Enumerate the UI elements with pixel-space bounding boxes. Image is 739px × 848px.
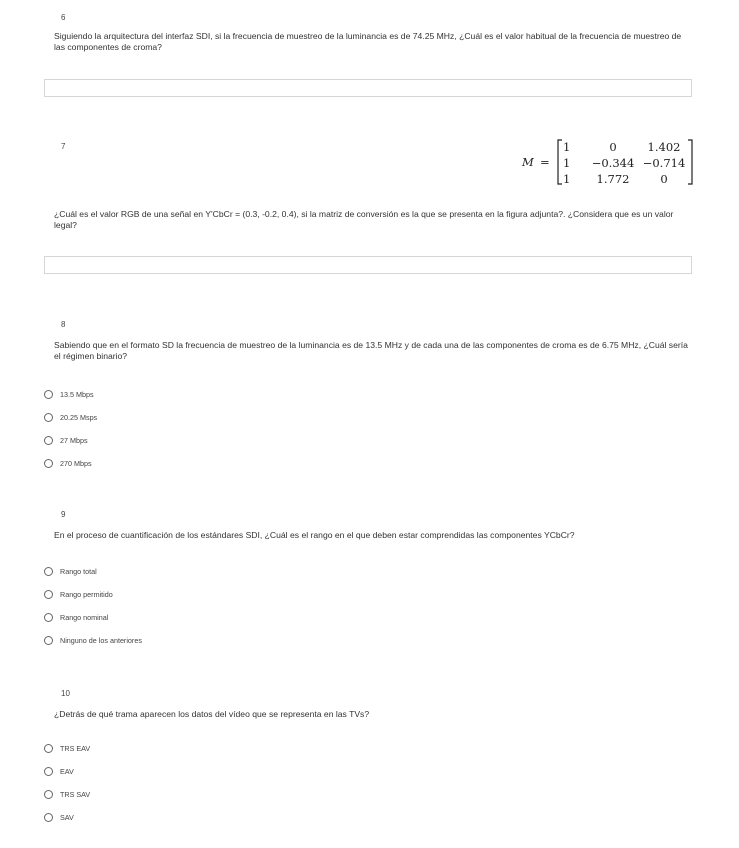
matrix-cell: 1 bbox=[563, 156, 571, 170]
option-270-mbps[interactable] bbox=[44, 457, 92, 469]
matrix-right-bracket bbox=[688, 140, 692, 184]
matrix-label: M bbox=[522, 155, 534, 169]
matrix-cell: 0 bbox=[660, 172, 668, 186]
option-label: 13.5 Mbps bbox=[60, 389, 94, 399]
option-trs-eav[interactable] bbox=[44, 742, 90, 754]
option-label: Rango permitido bbox=[60, 589, 113, 599]
radio-button[interactable] bbox=[44, 390, 53, 399]
option-label: SAV bbox=[60, 812, 74, 822]
matrix-equals: = bbox=[540, 155, 550, 169]
option-label: Ninguno de los anteriores bbox=[60, 635, 142, 645]
option-20-25-msps[interactable] bbox=[44, 411, 97, 423]
radio-button[interactable] bbox=[44, 767, 53, 776]
option-label: 270 Mbps bbox=[60, 458, 92, 468]
question-number: 9 bbox=[61, 510, 66, 519]
radio-button[interactable] bbox=[44, 459, 53, 468]
option-eav[interactable] bbox=[44, 765, 74, 777]
option-label: 20.25 Msps bbox=[60, 412, 98, 422]
question-text: En el proceso de cuantificación de los estándares SDI, ¿Cuál es el rango en el que deben estar comprendidas las componentes YCbCr? bbox=[54, 530, 575, 540]
option-rango-total[interactable] bbox=[44, 565, 97, 577]
matrix-cell: 1.772 bbox=[596, 172, 630, 186]
option-label: TRS EAV bbox=[60, 743, 91, 753]
question-number: 10 bbox=[61, 689, 70, 698]
question-text: Siguiendo la arquitectura del interfaz SDI, si la frecuencia de muestreo de la luminancia es de 74.25 MHz, ¿Cuál es el valor habitual de la frecuencia de muestreo de las componentes de croma? bbox=[54, 31, 682, 52]
radio-button[interactable] bbox=[44, 436, 53, 445]
option-rango-nominal[interactable] bbox=[44, 611, 108, 623]
conversion-matrix bbox=[518, 138, 694, 186]
option-label: EAV bbox=[60, 766, 74, 776]
option-label: 27 Mbps bbox=[60, 435, 88, 445]
matrix-cell: 0 bbox=[609, 140, 617, 154]
question-number: 6 bbox=[61, 13, 66, 22]
option-27-mbps[interactable] bbox=[44, 434, 88, 446]
question-text: ¿Cuál es el valor RGB de una señal en Y'CbCr = (0.3, -0.2, 0.4), si la matriz de conversión es la que se presenta en la figura adjunta?. ¿Considera que es un valor legal? bbox=[54, 209, 674, 230]
option-sav[interactable] bbox=[44, 811, 74, 823]
question-text: Sabiendo que en el formato SD la frecuencia de muestreo de la luminancia es de 13.5 MHz y de cada una de las componentes de croma es de 6.75 MHz, ¿Cuál sería el régimen binario? bbox=[54, 340, 688, 361]
matrix-cell: 1 bbox=[563, 140, 571, 154]
matrix-cell: 1.402 bbox=[647, 140, 681, 154]
radio-button[interactable] bbox=[44, 813, 53, 822]
option-13-5-mbps[interactable] bbox=[44, 388, 94, 400]
radio-button[interactable] bbox=[44, 790, 53, 799]
question-number: 8 bbox=[61, 320, 66, 329]
radio-button[interactable] bbox=[44, 413, 53, 422]
answer-input[interactable] bbox=[44, 79, 692, 97]
question-text: ¿Detrás de qué trama aparecen los datos del vídeo que se representa en las TVs? bbox=[54, 709, 370, 719]
matrix-cell: 1 bbox=[563, 172, 571, 186]
radio-button[interactable] bbox=[44, 590, 53, 599]
matrix-cell: −0.714 bbox=[642, 156, 686, 170]
option-label: Rango nominal bbox=[60, 612, 109, 622]
answer-input[interactable] bbox=[44, 256, 692, 274]
option-rango-permitido[interactable] bbox=[44, 588, 113, 600]
radio-button[interactable] bbox=[44, 744, 53, 753]
radio-button[interactable] bbox=[44, 567, 53, 576]
question-number: 7 bbox=[61, 142, 66, 151]
option-label: Rango total bbox=[60, 566, 97, 576]
matrix-cell: −0.344 bbox=[591, 156, 635, 170]
radio-button[interactable] bbox=[44, 613, 53, 622]
option-trs-sav[interactable] bbox=[44, 788, 90, 800]
option-label: TRS SAV bbox=[60, 789, 91, 799]
radio-button[interactable] bbox=[44, 636, 53, 645]
option-ninguno[interactable] bbox=[44, 634, 142, 646]
matrix-left-bracket bbox=[558, 140, 562, 184]
